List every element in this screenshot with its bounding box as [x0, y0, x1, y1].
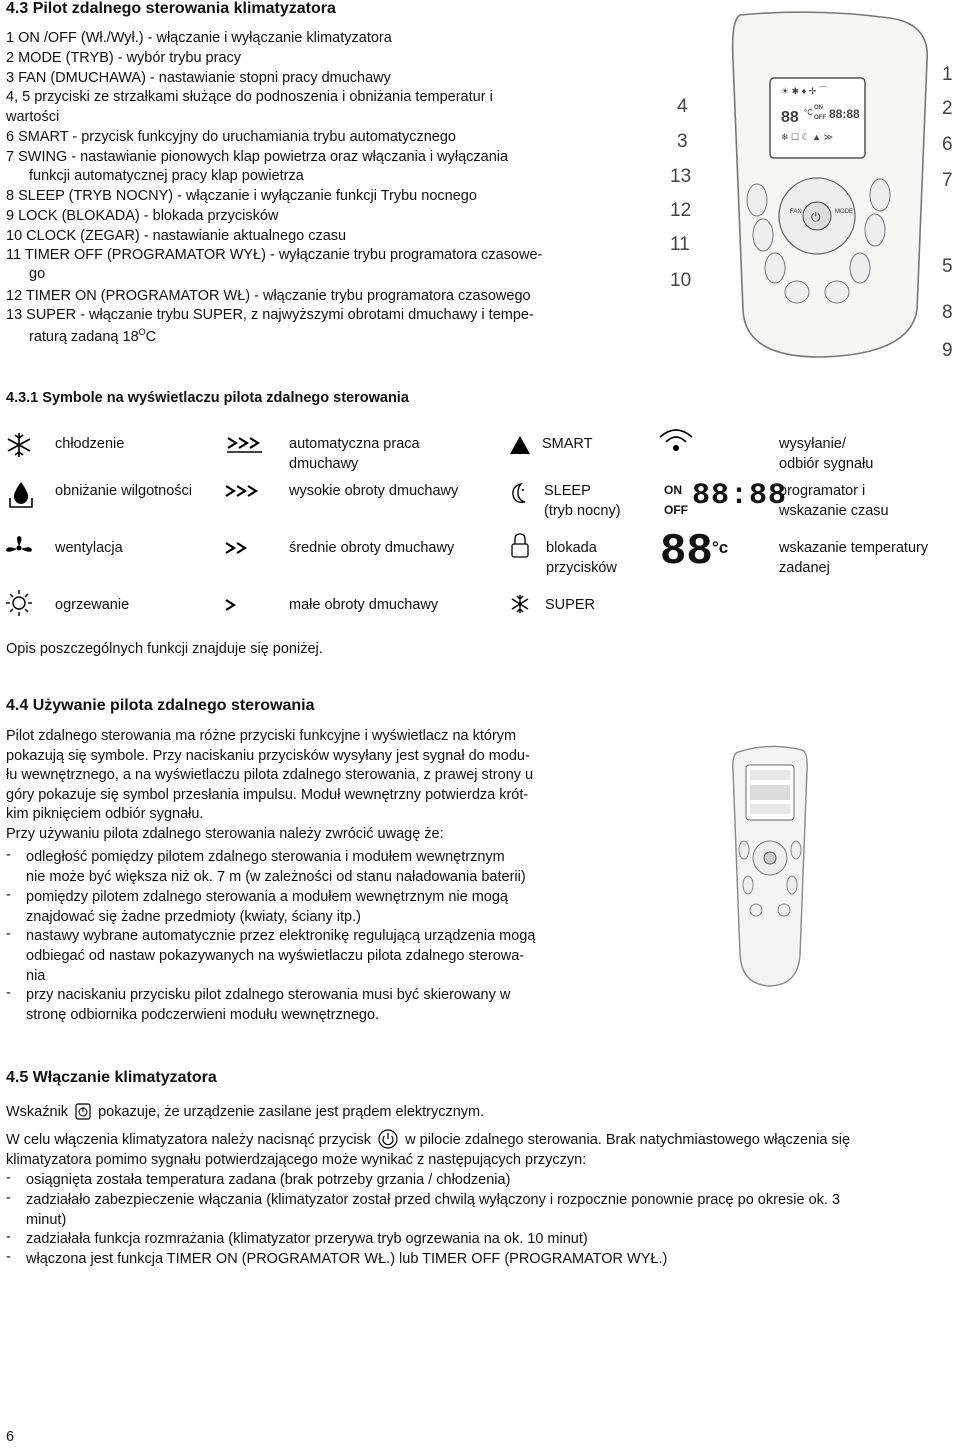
svg-text:5: 5 [942, 256, 953, 277]
super-snowflake-icon [510, 594, 530, 614]
symbols-note: Opis poszczególnych funkcji znajduje się poniżej. [6, 641, 323, 657]
fan-low-icon [224, 598, 240, 612]
text-fragment: Wskaźnik [6, 1104, 69, 1120]
svg-text:88:88: 88:88 [829, 107, 860, 121]
bullet-text: pomiędzy pilotem zdalnego sterowania a modułem wewnętrznym nie mogą znajdować się żadne przedmioty (kwiaty, ściany itp.) [26, 889, 508, 925]
symbol-label-fan-auto: automatyczna praca dmuchawy [289, 436, 420, 472]
svg-text:10: 10 [670, 270, 692, 291]
bullet-text: odległość pomiędzy pilotem zdalnego sterowania i modułem wewnętrznym nie może być większa niż ok. 7 m (w zależności od stanu naładowania baterii) [26, 849, 526, 885]
svg-text:2: 2 [942, 98, 953, 119]
power-indicator-icon [74, 1101, 92, 1121]
list-item: 11 TIMER OFF (PROGRAMATOR WYŁ) - wyłączanie trybu programatora czasowe- [6, 247, 543, 263]
list-item: 13 SUPER - włączanie trybu SUPER, z najwyższymi obrotami dmuchawy i tempe- [6, 307, 534, 323]
svg-text:6: 6 [942, 134, 953, 155]
fan-auto-icon [226, 436, 266, 454]
svg-text:8: 8 [942, 302, 953, 323]
text-fragment: W celu włączenia klimatyzatora należy nacisnąć przycisk [6, 1132, 372, 1148]
moon-icon [509, 482, 531, 506]
remote-control-illustration [665, 10, 960, 365]
svg-text:4: 4 [677, 96, 688, 117]
svg-text:OFF: OFF [814, 115, 826, 121]
svg-text:88: 88 [781, 109, 799, 126]
fan-medium-icon [224, 541, 254, 555]
symbol-label-super: SUPER [545, 597, 595, 613]
remote-photo-illustration [730, 740, 810, 990]
list-item: 8 SLEEP (TRYB NOCNY) - włączanie i wyłączanie funkcji Trybu nocnego [6, 188, 477, 204]
list-item: 9 LOCK (BLOKADA) - blokada przycisków [6, 208, 279, 224]
bullet-text: włączona jest funkcja TIMER ON (PROGRAMATOR WŁ.) lub TIMER OFF (PROGRAMATOR WYŁ.) [26, 1251, 668, 1267]
section-4-3-title: 4.3 Pilot zdalnego sterowania klimatyzatora [6, 0, 336, 17]
list-item-continuation: wartości [6, 109, 60, 125]
svg-text:⏻: ⏻ [811, 210, 821, 224]
bullet-dash: - [6, 1170, 11, 1186]
symbol-label-timer: programator i wskazanie czasu [779, 483, 889, 519]
svg-text:°C: °C [804, 108, 813, 117]
symbol-label-fan-low: małe obroty dmuchawy [289, 597, 439, 613]
celsius-icon: °c [712, 538, 729, 557]
causes-intro: klimatyzatora pomimo sygnału potwierdzającego może wynikać z następujących przyczyn: [6, 1152, 587, 1168]
symbol-label-dehumidify: obniżanie wilgotności [55, 483, 193, 499]
list-item: 10 CLOCK (ZEGAR) - nastawianie aktualnego czasu [6, 228, 347, 244]
bullet-text: zadziałało zabezpieczenie włączania (klimatyzator został przed chwilą wyłączony i rozpocznie ponownie pracę po okresie ok. 3 minut) [26, 1192, 841, 1228]
bullet-dash: - [6, 1229, 11, 1245]
list-item-continuation: go [29, 266, 46, 282]
bullet-dash: - [6, 887, 11, 903]
symbol-label-lock: blokada przycisków [546, 540, 617, 576]
paragraph-line: góry pokazuje się symbol przesłania impulsu. Moduł wewnętrzny potwierdza krót- [6, 786, 529, 803]
fan-icon [5, 536, 33, 560]
svg-text:3: 3 [677, 131, 688, 152]
bullet-dash: - [6, 1190, 11, 1206]
list-item: 2 MODE (TRYB) - wybór trybu pracy [6, 50, 242, 66]
svg-text:ON: ON [814, 105, 823, 111]
list-item-continuation: raturą zadaną $18^OC$ [29, 327, 157, 345]
bullet-text: osiągnięta została temperatura zadana (brak potrzeby grzania / chłodzenia) [26, 1172, 511, 1188]
paragraph-line: łu wewnętrznego, a na wyświetlaczu pilota zdalnego sterowania, z prawej strony u [6, 767, 534, 783]
section-4-4-title: 4.4 Używanie pilota zdalnego sterowania [6, 697, 315, 714]
svg-text:☀ ✱ ♦ ✢ ⌒: ☀ ✱ ♦ ✢ ⌒ [781, 86, 828, 96]
list-item: 12 TIMER ON (PROGRAMATOR WŁ) - włączanie trybu programatora czasowego [6, 288, 531, 304]
list-item: 7 SWING - nastawianie pionowych klap powietrza oraz włączania i wyłączania [6, 149, 509, 165]
bullet-text: zadziałała funkcja rozmrażania (klimatyzator przerywa tryb ogrzewania na ok. 10 minut) [26, 1231, 588, 1247]
symbol-label-fan-high: wysokie obroty dmuchawy [289, 483, 459, 499]
svg-text:❄ ☐ ☾ ▲ ≫: ❄ ☐ ☾ ▲ ≫ [781, 132, 834, 142]
text-fragment: pokazuje, że urządzenie zasilane jest prądem elektrycznym. [98, 1104, 485, 1120]
svg-text:9: 9 [942, 340, 953, 361]
timer-on-off-icon: ON OFF [664, 483, 688, 517]
list-item: 4, 5 przyciski ze strzałkami służące do podnoszenia i obniżania temperatur i [6, 89, 493, 105]
list-item: 3 FAN (DMUCHAWA) - nastawianie stopni pracy dmuchawy [6, 70, 391, 86]
section-4-4-paragraph [6, 727, 533, 844]
bullet-dash: - [6, 1249, 11, 1265]
paragraph-line: pokazują się symbole. Przy naciskaniu przycisków wysyłany jest sygnał do modu- [6, 747, 530, 764]
svg-text:11: 11 [670, 234, 690, 255]
snowflake-icon [6, 432, 32, 458]
list-item: 1 ON /OFF (Wł./Wył.) - włączanie i wyłączanie klimatyzatora [6, 30, 392, 46]
symbol-label-fan: wentylacja [55, 540, 123, 556]
fan-high-icon [224, 484, 264, 498]
power-button-line [6, 1128, 850, 1151]
svg-text:7: 7 [942, 170, 953, 191]
symbol-label-fan-medium: średnie obroty dmuchawy [289, 540, 455, 556]
sun-icon [6, 590, 32, 616]
bullet-text: nastawy wybrane automatycznie przez elektronikę regulującą urządzenia mogą odbiegać od nastaw pokazywanych na wyświetlaczu pilota zdalnego sterowa- nia [26, 928, 536, 984]
list-item-continuation: funkcji automatycznej pracy klap powietrza [29, 168, 304, 184]
svg-text:MODE: MODE [835, 209, 853, 215]
lock-icon [510, 533, 530, 559]
section-4-3-1-title: 4.3.1 Symbole na wyświetlaczu pilota zdalnego sterowania [6, 390, 409, 406]
symbol-label-cooling: chłodzenie [55, 436, 125, 452]
smart-triangle-icon [509, 435, 531, 455]
symbol-label-heating: ogrzewanie [55, 597, 130, 613]
symbol-label-smart: SMART [542, 436, 593, 452]
paragraph-line: Przy używaniu pilota zdalnego sterowania należy zwrócić uwagę że: [6, 825, 444, 842]
section-4-5-title: 4.5 Włączanie klimatyzatora [6, 1069, 217, 1086]
svg-text:FAN: FAN [790, 209, 802, 215]
paragraph-line: Pilot zdalnego sterowania ma różne przyciski funkcyjne i wyświetlacz na którym [6, 728, 517, 744]
power-button-icon [377, 1128, 399, 1150]
paragraph-line: kim piknięciem odbiór sygnału. [6, 806, 204, 822]
temperature-digits-icon: 88 [660, 527, 713, 577]
svg-text:1: 1 [942, 64, 953, 85]
water-drop-icon [8, 480, 34, 508]
symbol-label-signal: wysyłanie/ odbiór sygnału [779, 436, 874, 472]
bullet-dash: - [6, 985, 11, 1001]
bullet-dash: - [6, 926, 11, 942]
symbol-label-temperature: wskazanie temperatury zadanej [779, 540, 929, 576]
clock-digits-icon: 88:88 [692, 479, 788, 513]
svg-text:13: 13 [670, 166, 692, 187]
list-item: 6 SMART - przycisk funkcyjny do uruchamiania trybu automatycznego [6, 129, 456, 145]
bullet-text: przy naciskaniu przycisku pilot zdalnego sterowania musi być skierowany w stronę odbiornika podczerwieni modułu wewnętrznego. [26, 987, 511, 1023]
bullet-dash: - [6, 847, 11, 863]
svg-text:12: 12 [670, 200, 692, 221]
page-number: 6 [6, 1429, 15, 1445]
text-fragment: w pilocie zdalnego sterowania. Brak natychmiastowego włączenia się [405, 1132, 851, 1148]
symbol-label-sleep: SLEEP (tryb nocny) [544, 483, 621, 519]
power-indicator-line [6, 1101, 484, 1123]
signal-transmit-icon [656, 428, 696, 458]
